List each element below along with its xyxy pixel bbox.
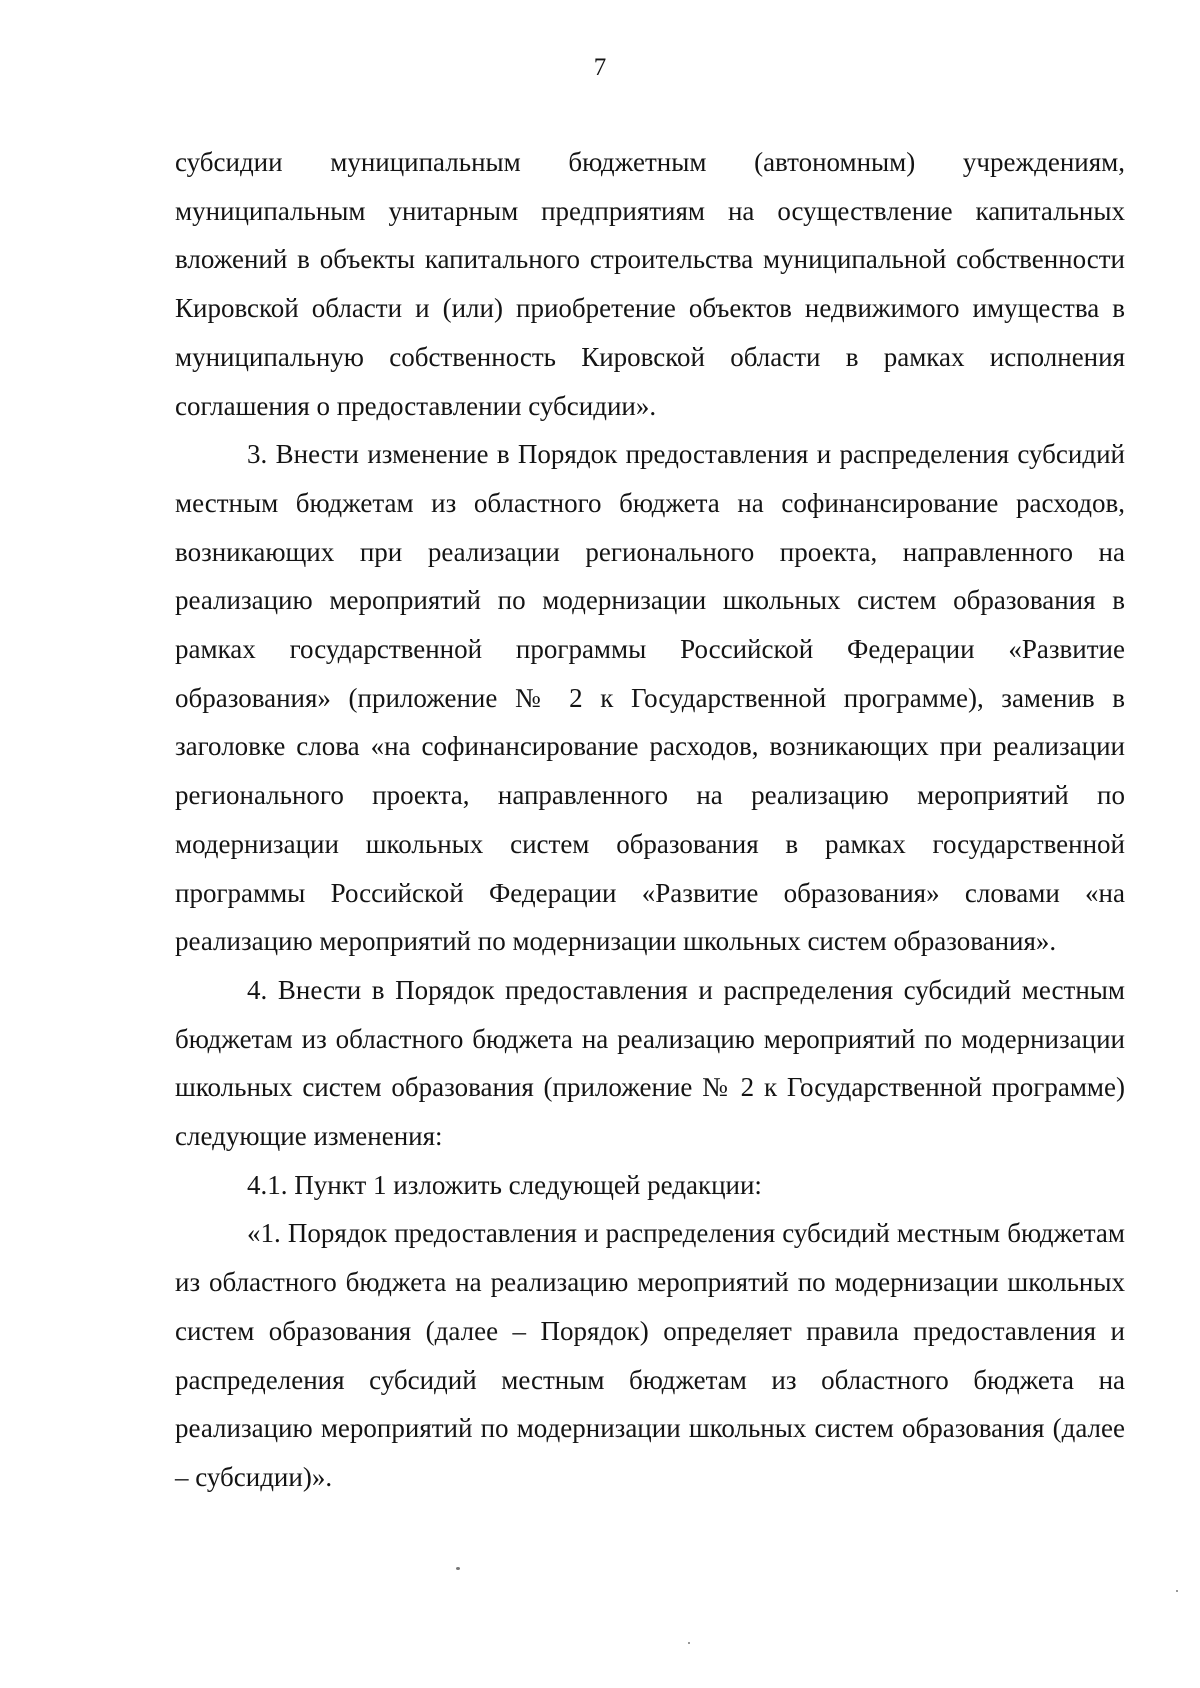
paragraph-item-4-1: 4.1. Пункт 1 изложить следующей редакции: xyxy=(247,1169,762,1200)
document-body xyxy=(175,138,1125,1502)
paragraph-item-4: 4. Внести в Порядок предоставления и распределения субсидий местным бюджетам из областного бюджета на реализацию мероприятий по модернизации школьных систем образования (приложение № 2 к Государственной программе) следующие изменения: xyxy=(175,974,1125,1152)
scan-speck xyxy=(456,1567,460,1570)
scan-speck xyxy=(688,1642,690,1644)
paragraph-quoted-point-1: «1. Порядок предоставления и распределения субсидий местным бюджетам из областного бюджета на реализацию мероприятий по модернизации школьных систем образования (далее – Порядок) определяет правила предоставления и распределения субсидий местным бюджетам из областного бюджета на реализацию мероприятий по модернизации школьных систем образования (далее – субсидии)». xyxy=(175,1218,1125,1492)
paragraph-continued: субсидии муниципальным бюджетным (автономным) учреждениям, муниципальным унитарным предприятиям на осуществление капитальных вложений в объекты капитального строительства муниципальной собственности Кировской области и (или) приобретение объектов недвижимого имущества в муниципальную собственность Кировской области в рамках исполнения соглашения о предоставлении субсидии». xyxy=(175,147,1125,421)
page-number: 7 xyxy=(593,54,607,81)
scan-speck xyxy=(1176,1590,1178,1592)
paragraph-item-3: 3. Внести изменение в Порядок предоставления и распределения субсидий местным бюджетам из областного бюджета на софинансирование расходов, возникающих при реализации регионального проекта, направленного на реализацию мероприятий по модернизации школьных систем образования в рамках государственной программы Российской Федерации «Развитие образования» (приложение № 2 к Государственной программе), заменив в заголовке слова «на софинансирование расходов, возникающих при реализации регионального проекта, направленного на реализацию мероприятий по модернизации школьных систем образования в рамках государственной программы Российской Федерации «Развитие образования» словами «на реализацию мероприятий по модернизации школьных систем образования». xyxy=(175,439,1125,957)
